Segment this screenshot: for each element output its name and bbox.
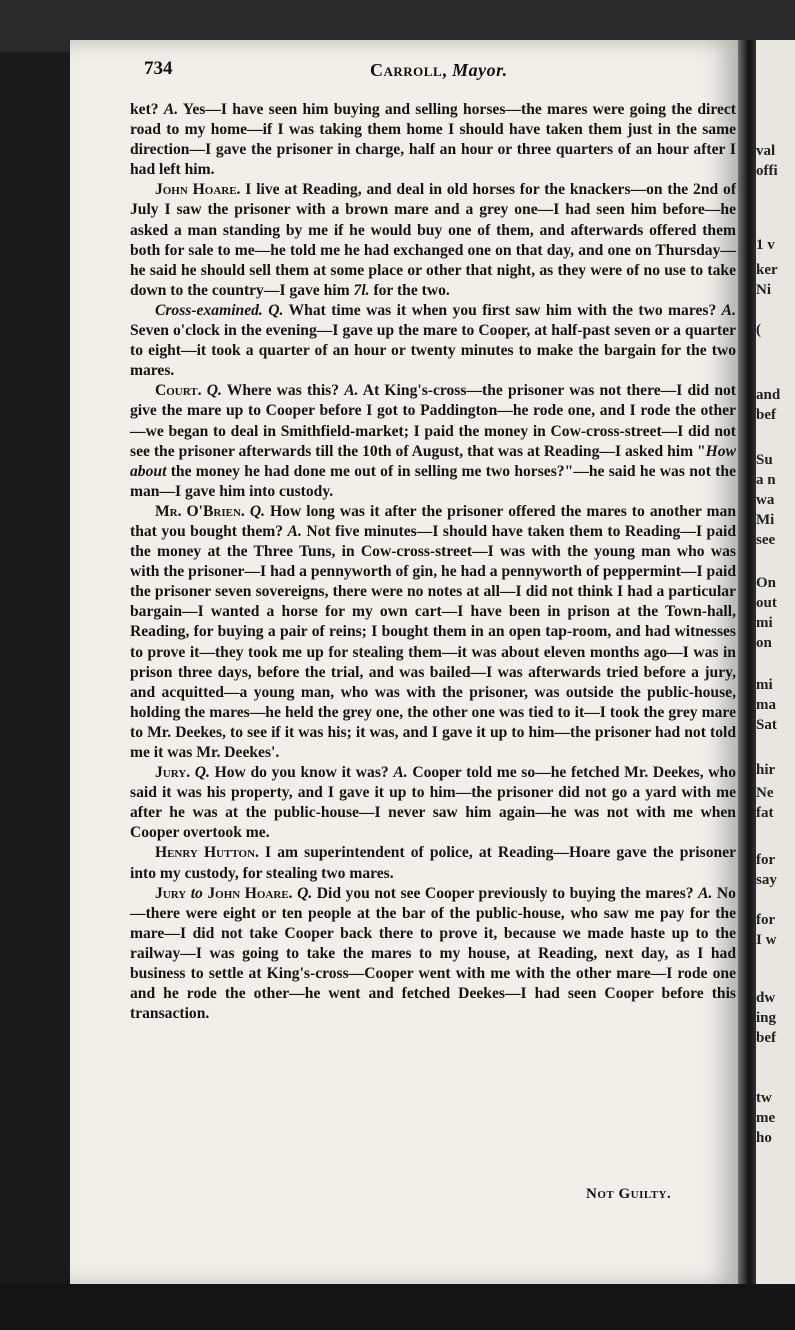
running-head-title: Mayor. <box>452 60 508 80</box>
paragraph <box>130 843 736 883</box>
facing-page-fragment: mi <box>756 615 773 631</box>
facing-page-fragment: ho <box>756 1130 772 1146</box>
facing-page-edge <box>756 40 795 1286</box>
facing-page-fragment: me <box>756 1110 776 1126</box>
book-gutter <box>738 40 758 1286</box>
paragraph <box>130 180 736 301</box>
italic-text: A. <box>698 884 713 902</box>
speaker-label: Jury. <box>154 764 191 782</box>
running-head <box>370 60 508 81</box>
text-run: At King's-cross—the prisoner was not there—I did not give the mare up to Cooper before I got to Paddington—he rode one, and I rode the other—we began to deal in Smithfield-market; I paid the money in Cow-cross-street—I did not see the prisoner afterwards till the 10th of August, that was at Reading—I asked him " <box>130 382 736 460</box>
italic-text: 7l. <box>353 281 370 299</box>
facing-page-fragment: Su <box>756 452 773 468</box>
facing-page-fragment: wa <box>756 492 775 508</box>
facing-page-fragment: out <box>756 595 777 611</box>
speaker-label: John Hoare. <box>154 181 241 199</box>
facing-page-fragment: On <box>756 575 777 591</box>
speaker-label: Mr. O'Brien. <box>154 502 245 520</box>
scan-background-bottom <box>0 1284 795 1330</box>
facing-page-fragment: hir <box>756 762 776 778</box>
paragraph <box>130 763 736 843</box>
speaker-label: Court. <box>154 382 202 400</box>
running-head-name: Carroll, <box>370 60 448 80</box>
facing-page-fragment: offi <box>756 163 778 179</box>
italic-text: A. <box>393 764 408 782</box>
italic-text: How about <box>130 442 736 480</box>
italic-text: Q. <box>249 502 266 520</box>
facing-page-fragment: say <box>756 872 777 888</box>
paragraph <box>130 502 736 763</box>
facing-page-fragment: and <box>756 387 781 403</box>
italic-text: Q. <box>194 764 210 782</box>
text-run: I am superintendent of police, at Reading—Hoare gave the prisoner into my custody, for stealing two mares. <box>130 844 737 882</box>
facing-page-fragment: ker <box>756 262 778 278</box>
facing-page-fragment: Mi <box>756 512 775 528</box>
page-header <box>144 58 744 88</box>
facing-page-fragment: for <box>756 912 776 928</box>
speaker-label: John Hoare. <box>207 884 293 902</box>
facing-page-fragment: a n <box>756 472 776 488</box>
text-run: the money he had done me out of in selling me two horses?"—he said he was not the man—I gave him into custody. <box>130 462 736 500</box>
text-run: ket? <box>130 101 164 118</box>
text-run: Yes—I have seen him buying and selling horses—the mares were going the direct road to my home—if I was taking them home I should have taken them just in the same direction—I gave the prisoner in charge, half an hour or three quarters of an hour after I had left him. <box>130 101 736 179</box>
facing-page-fragment: ma <box>756 697 776 713</box>
facing-page-fragment: I w <box>756 932 777 948</box>
facing-page-fragment: bef <box>756 407 776 423</box>
page-body <box>130 100 736 1024</box>
paragraph <box>130 301 736 381</box>
facing-page-fragment: val <box>756 143 776 159</box>
italic-text: A. <box>163 101 179 118</box>
facing-page-fragment: bef <box>756 1030 776 1046</box>
text-run: I live at Reading, and deal in old horses for the knackers—on the 2nd of July I saw the prisoner with a brown mare and a grey one—I had seen him before—he asked a man standing by me if he would buy one of them, and afterwards offered them both for sale to me—he told me he had exchanged one on that day, and one on Thursday—he said he should sell them at some place or other that night, as they were of no use to take down to the country—I gave him <box>130 181 737 299</box>
italic-text: Q. <box>268 301 284 319</box>
italic-text: A. <box>287 522 302 540</box>
italic-text: to <box>190 884 203 902</box>
facing-page-fragment: mi <box>756 677 773 693</box>
facing-page-fragment: ( <box>756 322 761 338</box>
paragraph <box>130 381 736 502</box>
text-run: Where was this? <box>221 382 345 400</box>
paragraph <box>130 100 736 180</box>
facing-page-fragment: tw <box>756 1090 772 1106</box>
text-run: No—there were eight or ten people at the bar of the public-house, who saw me pay for the mare—I did not take Cooper back there to prove it, because we made haste up to the railway—I was going to take the mares to my house, at Reading, next day, as I had business to settle at King's-cross—Cooper went with me with the other mare—I rode one and he rode the other—he went and fetched Deekes—I had seen Cooper before this transaction. <box>130 884 736 1023</box>
text-run: for the two. <box>369 281 450 299</box>
facing-page-fragment: for <box>756 852 776 868</box>
text-run: Cooper told me so—he fetched Mr. Deekes, who said it was his property, and I gave it up to him—the prisoner did not go a yard with me after he was at the public-house—I never saw him again—he was not with me when Cooper overtook me. <box>130 764 736 842</box>
facing-page-fragment: ing <box>756 1010 777 1026</box>
italic-text: A. <box>721 301 736 319</box>
facing-page-fragment: dw <box>756 990 776 1006</box>
italic-text: Q. <box>206 382 222 400</box>
page-number: 734 <box>144 58 173 79</box>
facing-page-fragment: Sat <box>756 717 777 733</box>
facing-page-fragment: see <box>756 532 776 548</box>
text-run: How do you know it was? <box>209 764 394 782</box>
facing-page-fragment: Ni <box>756 282 771 298</box>
italic-text: A. <box>344 382 359 400</box>
facing-page-fragment: fat <box>756 805 774 821</box>
facing-page-fragment: Ne <box>756 785 774 801</box>
italic-text: Q. <box>297 884 313 902</box>
speaker-label: Jury <box>154 884 187 902</box>
text-run: Seven o'clock in the evening—I gave up the mare to Cooper, at half-past seven or a quarter to eight—it took a quarter of an hour or twenty minutes to make the bargain for the two mares. <box>130 322 736 380</box>
paragraph <box>130 884 736 1025</box>
text-run: What time was it when you first saw him with the two mares? <box>283 301 722 319</box>
verdict: Not Guilty. <box>586 1186 672 1202</box>
speaker-label: Henry Hutton. <box>154 844 259 862</box>
text-run: Did you not see Cooper previously to buying the mares? <box>312 884 699 902</box>
italic-text: Cross-examined. <box>154 301 263 319</box>
facing-page-fragment: on <box>756 635 772 651</box>
facing-page-fragment: 1 v <box>756 237 775 253</box>
text-run: Not five minutes—I should have taken them to Reading—I paid the money at the Three Tuns, in Cow-cross-street—I was with the young man who was with the prisoner—I had a pennyworth of gin, he had a pennyworth of peppermint—I paid the prisoner seven sovereigns, there were no notes at all—I did not think I had a particular bargain—I wanted a horse for my own cart—I have been in prison at the Town-hall, Reading, for buying a pair of reins; I bought them in an open tap-room, and had witnesses to prove it—they took me up for stealing them—it was about eleven months ago—I was in prison three days, before the trial, and was bailed—I was afterwards tried before a jury, and acquitted—a young man, who was with the prisoner, was outside the public-house, holding the mares—he held the grey one, the other one was tied to it—I took the grey mare to Mr. Deekes, to see if it was his; it was, and I gave it up to him—the prisoner had not told me it was Mr. Deekes'. <box>130 522 736 761</box>
text-run: How long was it after the prisoner offered the mares to another man that you bought them? <box>130 502 736 540</box>
